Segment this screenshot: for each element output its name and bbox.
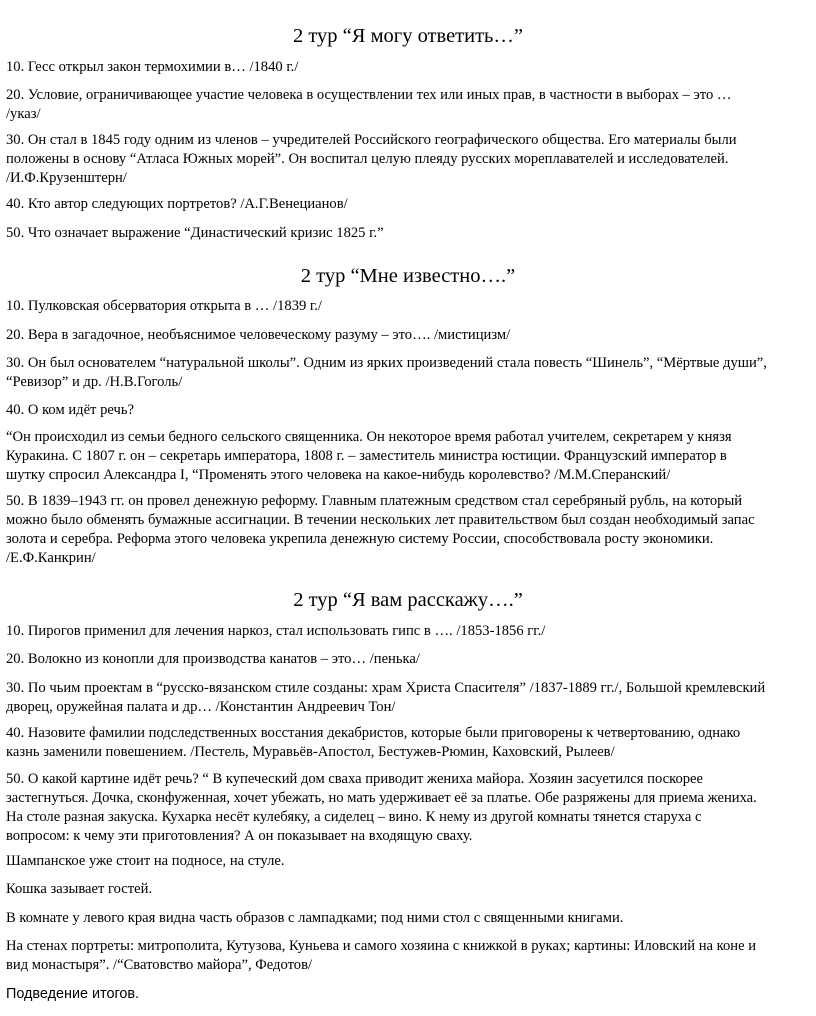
s3-q40-line-1: 40. Назовите фамилии подследственных восстания декабристов, которые были приговорены к четвертованию, однако — [6, 725, 741, 741]
s1-q10-line: 10. Гесс открыл закон термохимии в… /1840 г./ — [6, 59, 299, 75]
s3-q50-line-3: На столе разная закуска. Кухарка несёт кулебяку, а сиделец – вино. К нему из другой комнаты тянется старуха с — [6, 809, 702, 825]
s2-q40-text-line-2: Куракина. С 1807 г. он – секретарь императора, 1808 г. – заместитель министра юстиции. Французский император в — [6, 448, 727, 464]
s2-q30-line-1: 30. Он был основателем “натуральной школы”. Одним из ярких произведений стала повесть “Шинель”, “Мёртвые души”, — [6, 355, 767, 371]
summary-line — [6, 985, 814, 1004]
s1-q20-line-1: 20. Условие, ограничивающее участие человека в осуществлении тех или иных прав, в частности в выборах – это … — [6, 87, 732, 103]
s3-q30-line-2: дворец, оружейная палата и др… /Константин Андреевич Тон/ — [6, 699, 396, 715]
s3-p3-line: В комнате у левого края видна часть образов с лампадками; под ними стол с священными книгами. — [6, 910, 624, 926]
s3-paragraph-room — [6, 909, 814, 928]
s2-question-40-text — [6, 428, 814, 485]
s2-q20-line: 20. Вера в загадочное, необъяснимое человеческому разуму – это…. /мистицизм/ — [6, 327, 511, 343]
s1-q30-line-1: 30. Он стал в 1845 году одним из членов – учредителей Российского географического общества. Его материалы были — [6, 132, 737, 148]
s2-q30-line-2: “Ревизор” и др. /Н.В.Гоголь/ — [6, 374, 183, 390]
s3-q10-line: 10. Пирогов применил для лечения наркоз, стал использовать гипс в …. /1853-1856 гг./ — [6, 623, 546, 639]
s3-q50-line-1: 50. О какой картине идёт речь? “ В купеческий дом сваха приводит жениха майора. Хозяин засуетился поскорее — [6, 771, 703, 787]
s1-question-20 — [6, 86, 814, 124]
s3-question-10 — [6, 622, 814, 641]
s3-question-50 — [6, 770, 814, 846]
s2-q50-line-1: 50. В 1839–1943 гг. он провел денежную реформу. Главным платежным средством стал серебряный рубль, на который — [6, 493, 743, 509]
s2-q50-line-3: золота и серебра. Реформа этого человека укрепила денежную систему России, способствовала росту экономики. — [6, 531, 714, 547]
s3-q50-line-4: вопросом: к чему эти приготовления? А он показывает на входящую сваху. — [6, 828, 473, 844]
s3-q40-line-2: казнь заменили повешением. /Пестель, Муравьёв-Апостол, Бестужев-Рюмин, Каховский, Рылеев/ — [6, 744, 615, 760]
section1-heading: 2 тур “Я могу ответить…” — [292, 25, 524, 47]
s2-q40-text-line-3: шутку спросил Александра I, “Променять этого человека на какое-нибудь королевство? /М.М.Сперанский/ — [6, 467, 671, 483]
s1-q30-line-3: /И.Ф.Крузенштерн/ — [6, 170, 127, 186]
s3-p4-line-1: На стенах портреты: митрополита, Кутузова, Куньева и самого хозяина с книжкой в руках; картины: Иловский на коне и — [6, 938, 757, 954]
s1-question-40 — [6, 195, 814, 214]
s3-q30-line-1: 30. По чьим проектам в “русско-вязанском стиле созданы: храм Христа Спасителя” /1837-1889 гг./, Большой кремлевский — [6, 680, 766, 696]
s3-p1-line: Шампанское уже стоит на подносе, на стуле. — [6, 853, 285, 869]
s3-paragraph-portraits — [6, 937, 814, 975]
section2-heading: 2 тур “Мне известно….” — [300, 265, 516, 287]
s3-p2-line: Кошка зазывает гостей. — [6, 881, 153, 897]
s2-q40-line: 40. О ком идёт речь? — [6, 402, 134, 418]
s3-question-20 — [6, 650, 814, 669]
s2-question-40 — [6, 401, 814, 420]
s3-q20-line: 20. Волокно из конопли для производства канатов – это… /пенька/ — [6, 651, 420, 667]
s2-question-50 — [6, 492, 814, 568]
s2-question-20 — [6, 326, 814, 345]
s3-question-40 — [6, 724, 814, 762]
s3-paragraph-champagne — [6, 852, 814, 871]
s3-q50-line-2: застегнуться. Дочка, сконфуженная, хочет убежать, но мать удерживает её за платье. Обе разряжены для приема жениха. — [6, 790, 757, 806]
s1-q40-line: 40. Кто автор следующих портретов? /А.Г.Венецианов/ — [6, 196, 348, 212]
summary-text: Подведение итогов. — [6, 986, 140, 1002]
s2-question-10 — [6, 297, 814, 316]
s2-q10-line: 10. Пулковская обсерватория открыта в … /1839 г./ — [6, 298, 322, 314]
s1-q30-line-2: положены в основу “Атласа Южных морей”. Он воспитал целую плеяду русских мореплавателей и исследователей. — [6, 151, 729, 167]
s1-q50-line: 50. Что означает выражение “Династический кризис 1825 г.” — [6, 225, 384, 241]
s1-question-30 — [6, 131, 814, 188]
section3-heading: 2 тур “Я вам расскажу….” — [293, 589, 523, 611]
s2-q50-line-4: /Е.Ф.Канкрин/ — [6, 550, 96, 566]
s2-q50-line-2: можно было обменять бумажные ассигнации. В течении нескольких лет правительством был создан необходимый запас — [6, 512, 755, 528]
s1-question-10 — [6, 58, 814, 77]
s3-p4-line-2: вид монастыря”. /“Сватовство майора”, Федотов/ — [6, 957, 313, 973]
s2-question-30 — [6, 354, 814, 392]
s1-question-50 — [6, 224, 814, 243]
s3-paragraph-cat — [6, 880, 814, 899]
s3-question-30 — [6, 679, 814, 717]
s1-q20-line-2: /указ/ — [6, 106, 41, 122]
s2-q40-text-line-1: “Он происходил из семьи бедного сельского священника. Он некоторое время работал учителем, секретарем у князя — [6, 429, 732, 445]
